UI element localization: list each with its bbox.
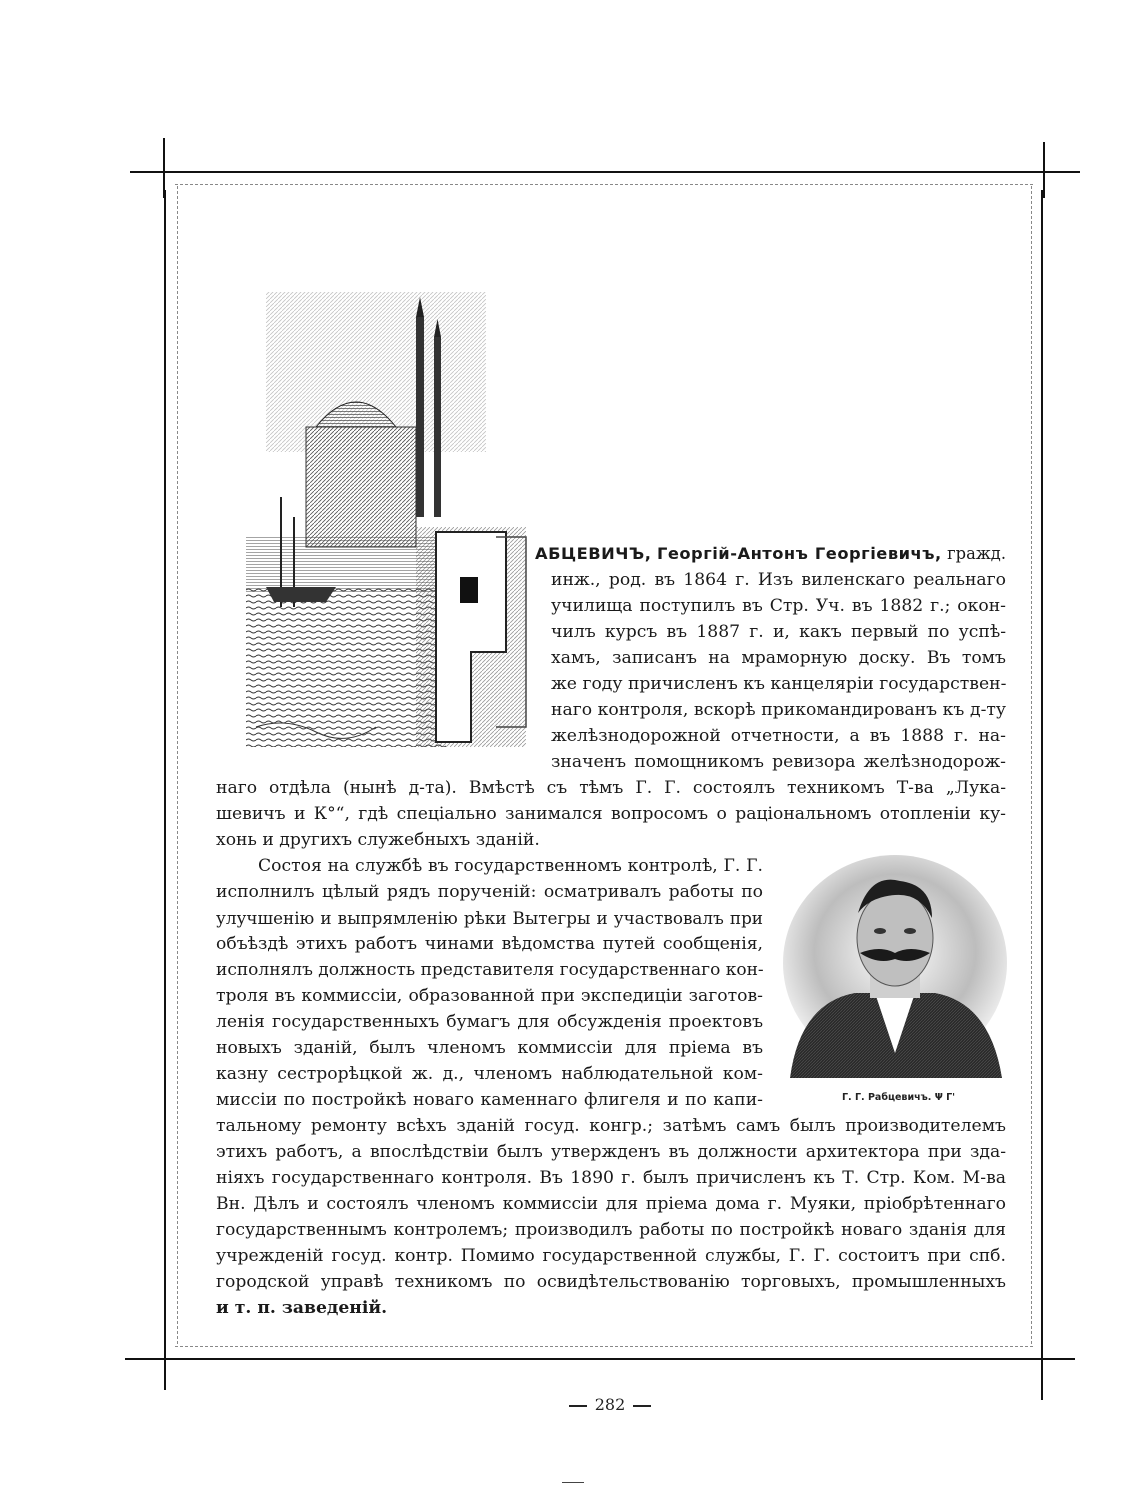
article-heading — [535, 541, 1006, 567]
page-number-dash-right — [633, 1405, 651, 1407]
page-number: 282 — [560, 1395, 660, 1414]
inner-left-dashed-line — [177, 186, 178, 1344]
text-line: и т. п. заведеній. — [216, 1298, 388, 1318]
text-line: миссіи по постройкѣ новаго каменнаго флигеля и по капи- — [216, 1090, 763, 1110]
text-line: училища поступилъ въ Стр. Уч. въ 1882 г.; окон- — [551, 596, 1006, 616]
text-line: наго контроля, вскорѣ прикомандированъ къ д-ту — [551, 700, 1006, 720]
text-line: ніяхъ государственнаго контроля. Въ 1890 г. былъ причисленъ къ Т. Стр. Ком. М-ва — [216, 1168, 1006, 1188]
page-number-dash-left — [569, 1405, 587, 1407]
heading-full-name: Георгій-Антонъ Георгіевичъ, — [656, 544, 942, 563]
right-border-rule — [1041, 190, 1043, 1400]
text-line: Вн. Дѣлъ и состоялъ членомъ коммиссіи для пріема дома г. Муяки, пріобрѣтеннаго — [216, 1194, 1006, 1214]
text-line: тальному ремонту всѣхъ зданій госуд. конгр.; затѣмъ самъ былъ производителемъ — [216, 1116, 1006, 1136]
text-line: желѣзнодорожной отчетности, а въ 1888 г. на- — [551, 726, 1006, 746]
text-line: исполнялъ должность представителя государственнаго кон- — [216, 960, 764, 980]
left-border-rule — [164, 190, 166, 1390]
bottom-border-rule — [125, 1358, 1075, 1360]
top-border-rule — [130, 171, 1080, 173]
inner-top-dashed-line — [175, 184, 1033, 185]
heading-tail: гражд. — [947, 544, 1006, 563]
inner-bottom-dashed-line — [175, 1346, 1033, 1347]
mosque-etching-illustration — [246, 287, 532, 757]
right-border-rule-top — [1043, 142, 1045, 198]
portrait-illustration — [780, 853, 1010, 1078]
text-line: шевичъ и К°“, гдѣ спеціально занимался вопросомъ о раціональномъ отопленіи ку- — [216, 804, 1006, 824]
text-line: чилъ курсъ въ 1887 г. и, какъ первый по успѣ- — [551, 622, 1006, 642]
text-line: объѣздѣ этихъ работъ чинами вѣдомства путей сообщенія, — [216, 934, 763, 954]
text-line: ленія государственныхъ бумагъ для обсужденія проектовъ — [216, 1012, 763, 1032]
portrait-caption: Г. Г. Рабцевичъ. Ψ Г' — [842, 1092, 956, 1103]
text-line: хонь и другихъ служебныхъ зданій. — [216, 830, 540, 850]
text-line: новыхъ зданій, былъ членомъ коммиссіи для пріема въ — [216, 1038, 763, 1058]
text-line: наго отдѣла (нынѣ д-та). Вмѣстѣ съ тѣмъ Г. Г. состоялъ техникомъ Т-ва „Лука- — [216, 778, 1006, 798]
text-line: исполнилъ цѣлый рядъ порученій: осматривалъ работы по — [216, 882, 763, 902]
text-line: значенъ помощникомъ ревизора желѣзнодорож- — [551, 752, 1006, 772]
bottom-rule-mark — [562, 1482, 584, 1483]
text-line: троля въ коммиссіи, образованной при экспедиціи заготов- — [216, 986, 763, 1006]
heading-surname: АБЦЕВИЧЪ, — [535, 544, 652, 563]
text-line: городской управѣ техникомъ по освидѣтельствованію торговыхъ, промышленныхъ — [216, 1272, 1006, 1292]
text-line: государственнымъ контролемъ; производилъ работы по постройкѣ новаго зданія для — [216, 1220, 1006, 1240]
inner-right-dashed-line — [1031, 186, 1032, 1344]
text-line: же году причисленъ къ канцеляріи государствен- — [551, 674, 1007, 694]
text-line: инж., род. въ 1864 г. Изъ виленскаго реальнаго — [551, 570, 1006, 590]
text-line: казну сестрорѣцкой ж. д., членомъ наблюдательной ком- — [216, 1064, 763, 1084]
text-line: хамъ, записанъ на мраморную доску. Въ томъ — [551, 648, 1006, 668]
text-line: этихъ работъ, а впослѣдствіи былъ утвержденъ въ должности архитектора при зда- — [216, 1142, 1006, 1162]
text-line: учрежденій госуд. контр. Помимо государственной службы, Г. Г. состоитъ при спб. — [216, 1246, 1006, 1266]
left-border-rule-top — [163, 138, 165, 198]
text-line: улучшенію и выпрямленію рѣки Вытегры и участвовалъ при — [216, 908, 763, 928]
text-line: Состоя на службѣ въ государственномъ контролѣ, Г. Г. — [258, 856, 763, 876]
